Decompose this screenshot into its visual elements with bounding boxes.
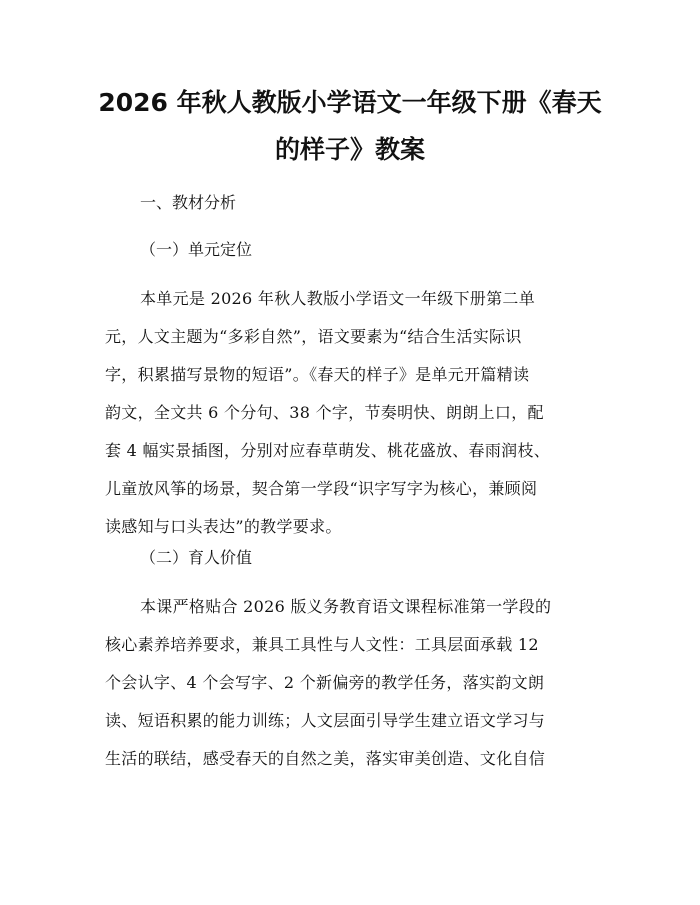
paragraph-line: 儿童放风筝的场景，契合第一学段“识字写字为核心，兼顾阅 — [105, 479, 538, 498]
paragraph-line: 核心素养培养要求，兼具工具性与人文性：工具层面承载 12 — [105, 635, 539, 654]
paragraph-line: 本课严格贴合 2026 版义务教育语文课程标准第一学段的 — [140, 597, 552, 616]
paragraph-line: 本单元是 2026 年秋人教版小学语文一年级下册第二单 — [140, 289, 535, 308]
paragraph-line: 读感知与口头表达”的教学要求。 — [105, 517, 342, 536]
document-title-line-2: 的样子》教案 — [274, 135, 425, 164]
paragraph-line: 字，积累描写景物的短语”。《春天的样子》是单元开篇精读 — [105, 365, 530, 384]
subsection-heading-educational-value: （二）育人价值 — [140, 548, 253, 567]
paragraph-line: 个会认字、4 个会写字、2 个新偏旁的教学任务，落实韵文朗 — [105, 673, 545, 692]
paragraph-educational-value — [105, 596, 605, 786]
paragraph-line: 韵文，全文共 6 个分句、38 个字，节奏明快、朗朗上口，配 — [105, 403, 544, 422]
paragraph-unit-positioning — [105, 288, 605, 554]
document-title-line-1: 2026 年秋人教版小学语文一年级下册《春天 — [98, 88, 602, 117]
paragraph-line: 套 4 幅实景插图，分别对应春草萌发、桃花盛放、春雨润枝、 — [105, 441, 551, 460]
paragraph-line: 读、短语积累的能力训练；人文层面引导学生建立语文学习与 — [105, 711, 546, 730]
paragraph-line: 元，人文主题为“多彩自然”，语文要素为“结合生活实际识 — [105, 327, 522, 346]
subsection-heading-unit-positioning: （一）单元定位 — [140, 240, 253, 259]
paragraph-line: 生活的联结，感受春天的自然之美，落实审美创造、文化自信 — [105, 749, 546, 768]
section-heading-teaching-material-analysis: 一、教材分析 — [140, 193, 237, 212]
